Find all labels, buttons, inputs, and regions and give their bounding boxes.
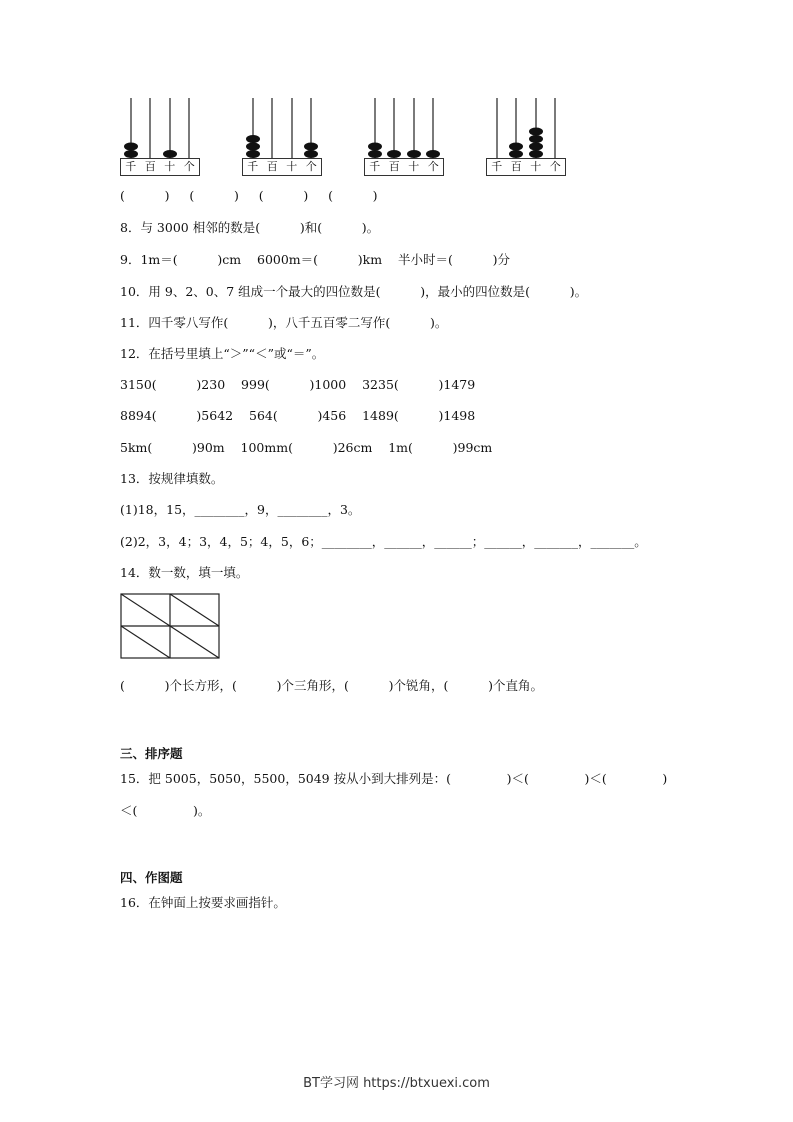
abacus-1-graphic [120,96,200,158]
abacus-bead [529,128,543,136]
abacus-answer-row: ( ) ( ) ( ) ( ) [120,188,378,203]
abacus-3-graphic [364,96,444,158]
abacus-1-label: 千 百 十 个 [120,158,200,176]
abacus-3-label: 千 百 十 个 [364,158,444,176]
rectangle-figure [120,593,222,664]
question-15-line-1: 15．把 5005，5050，5500，5049 按从小到大排列是：( )＜( )＜( ) [120,771,668,786]
abacus-bead [246,143,260,151]
abacus-bead [426,150,440,158]
question-8: 8．与 3000 相邻的数是( )和( )。 [120,220,380,235]
abacus-bead [529,143,543,151]
abacus-bead [124,143,138,151]
footer-watermark: BT学习网 https://btxuexi.com [303,1076,490,1091]
section-3-heading: 三、排序题 [120,746,183,761]
abacus-bead [509,143,523,151]
abacus-bead [509,150,523,158]
question-13-part-2: (2)2，3，4；3，4，5；4，5，6；________，______，______；______，_______，_______。 [120,534,647,549]
question-14: 14．数一数，填一填。 [120,565,249,580]
question-13: 13．按规律填数。 [120,471,224,486]
abacus-bead [368,143,382,151]
question-12-row-1: 3150( )230 999( )1000 3235( )1479 [120,377,476,392]
abacus-bead [407,150,421,158]
abacus-3 [364,96,444,178]
question-13-part-1: (1)18，15，________，9，________，3。 [120,502,361,517]
question-15-line-2: ＜( )。 [120,803,211,818]
abacus-4 [486,96,566,178]
abacus-bead [304,143,318,151]
question-12-row-2: 8894( )5642 564( )456 1489( )1498 [120,408,476,423]
abacus-bead [163,150,177,158]
abacus-bead [246,135,260,143]
abacus-bead [246,150,260,158]
section-4-heading: 四、作图题 [120,870,183,885]
abacus-bead [529,135,543,143]
abacus-bead [387,150,401,158]
abacus-bead [529,150,543,158]
question-9: 9．1m＝( )cm 6000m＝( )km 半小时＝( )分 [120,252,510,267]
abacus-bead [368,150,382,158]
abacus-2-graphic [242,96,322,158]
question-10: 10．用 9、2、0、7 组成一个最大的四位数是( )，最小的四位数是( )。 [120,284,588,299]
abacus-1 [120,96,200,178]
abacus-2 [242,96,322,178]
abacus-4-label: 千 百 十 个 [486,158,566,176]
question-12: 12．在括号里填上“＞”“＜”或“＝”。 [120,346,325,361]
abacus-bead [304,150,318,158]
abacus-2-label: 千 百 十 个 [242,158,322,176]
abacus-4-graphic [486,96,566,158]
question-12-row-3: 5km( )90m 100mm( )26cm 1m( )99cm [120,440,493,455]
question-11: 11．四千零八写作( )，八千五百零二写作( )。 [120,315,448,330]
question-14-answer: ( )个长方形，( )个三角形，( )个锐角，( )个直角。 [120,678,543,693]
abacus-bead [124,150,138,158]
question-16: 16．在钟面上按要求画指针。 [120,895,286,910]
